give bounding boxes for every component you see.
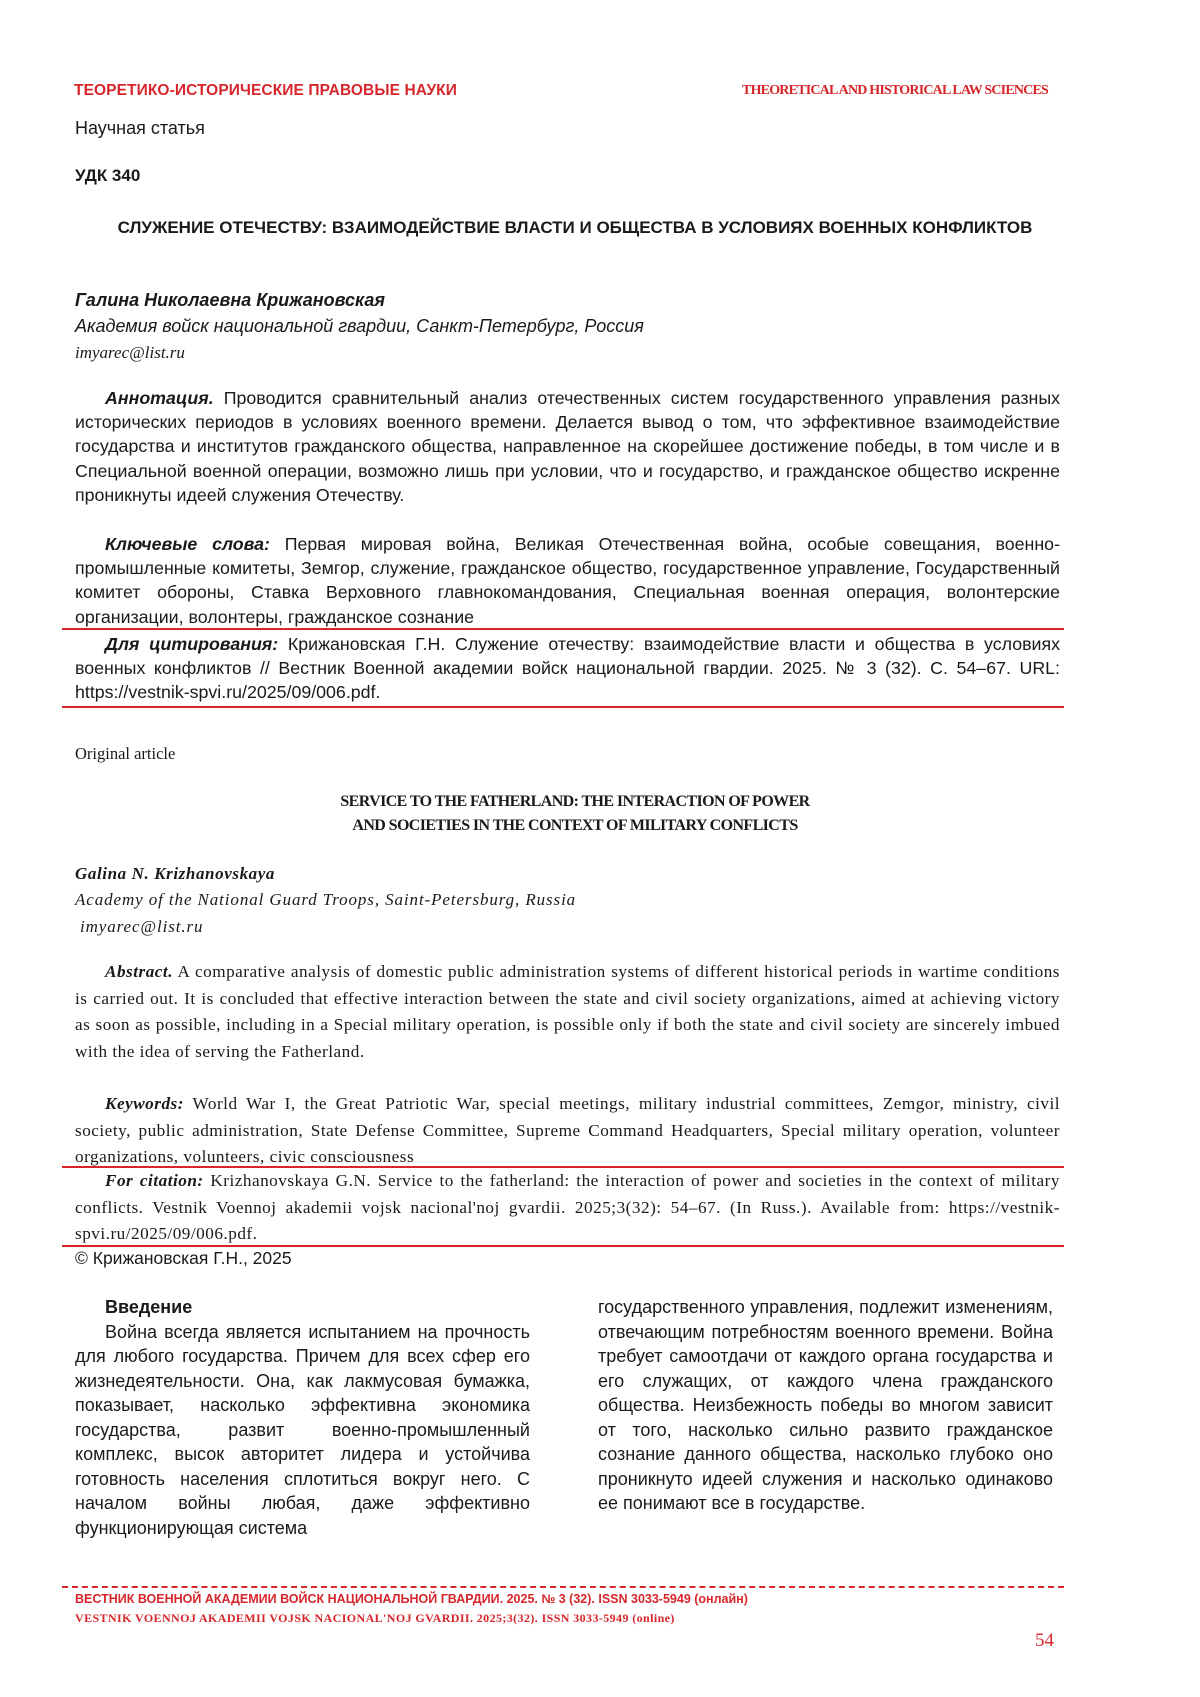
abstract-ru [75,386,1060,507]
keywords-ru [75,532,1060,629]
abstract-label-ru: Аннотация. [105,388,214,408]
author-email-ru[interactable]: imyarec@list.ru [75,343,185,362]
intro-text-right: государственного управления, подлежит изменениям, отвечающим потребностям военного времени. Война требует самоотдачи от каждого органа государства и его служащих, от каждого члена гражданского общества. Неизбежность победы во многом зависит от того, насколько сильно развито гражданское сознание данного общества, насколько глубоко оно проникнуто идеей служения и насколько одинаково ее понимают все в государстве. [598,1297,1053,1513]
author-email-en[interactable]: imyarec@list.ru [80,917,204,936]
article-title-en-line2: AND SOCIETIES IN THE CONTEXT OF MILITARY CONFLICTS [352,817,798,834]
citation-en [75,1168,1060,1248]
article-type-ru: Научная статья [75,118,205,138]
divider-rule [62,706,1064,708]
article-type-en: Original article [75,744,176,763]
citation-text-en: Krizhanovskaya G.N. Service to the fatherland: the interaction of power and societies in the context of military conflicts. Vestnik Voennoj akademii vojsk nacional'noj gvardii. 2025;3(32): 54–67. (In Russ.). Available from: https://vestnik-spvi.ru/2025/09/006.pdf. [75,1171,1061,1243]
section-header-ru: ТЕОРЕТИКО-ИСТОРИЧЕСКИЕ ПРАВОВЫЕ НАУКИ [74,82,457,99]
citation-ru [75,632,1060,705]
affiliation-en: Academy of the National Guard Troops, Saint-Petersburg, Russia [75,890,577,909]
intro-column-left [75,1295,530,1540]
copyright-notice: © Крижановская Г.Н., 2025 [75,1248,292,1268]
abstract-text-en: A comparative analysis of domestic public administration systems of different historical periods in wartime conditions is carried out. It is concluded that effective interaction between the state and civil society organizations, aimed at achieving victory as soon as possible, including in a Special military operation, is possible only if both the state and civil society are sincerely imbued with the idea of serving the Fatherland. [75,962,1060,1061]
footer-dashed-rule [62,1586,1064,1588]
keywords-text-en: World War I, the Great Patriotic War, special meetings, military industrial committees, Zemgor, ministry, civil society, public administration, State Defense Committee, Supreme Command Headquarters, Special military operation, volunteer organizations, volunteers, civic consciousness [75,1094,1060,1166]
intro-column-right [598,1295,1053,1516]
citation-text-ru: Крижановская Г.Н. Служение отечеству: взаимодействие власти и общества в условиях военных конфликтов // Вестник Военной академии войск национальной гвардии. 2025. № 3 (32). С. 54–67. URL: https://vestnik-spvi.ru/2025/09/006.pdf. [75,634,1060,703]
journal-footer-ru: ВЕСТНИК ВОЕННОЙ АКАДЕМИИ ВОЙСК НАЦИОНАЛЬНОЙ ГВАРДИИ. 2025. № 3 (32). ISSN 3033-5949 (онлайн) [75,1592,748,1606]
udk-code: УДК 340 [75,166,141,185]
divider-rule [62,1245,1064,1247]
author-name-en: Galina N. Krizhanovskaya [75,864,276,883]
journal-footer-en: VESTNIK VOENNOJ AKADEMII VOJSK NACIONAL'NOJ GVARDII. 2025;3(32). ISSN 3033-5949 (online) [75,1611,675,1625]
citation-label-en: For citation: [105,1171,204,1190]
keywords-text-ru: Первая мировая война, Великая Отечественная война, особые совещания, военно-промышленные комитеты, Земгор, служение, гражданское общество, государственное управление, Государственный комитет обороны, Ставка Верховного главнокомандования, Специальная военная операция, волонтерские организации, волонтеры, гражданское сознание [75,534,1060,627]
page-number: 54 [1035,1630,1054,1651]
article-title-en [150,790,1000,838]
intro-text-left: Война всегда является испытанием на прочность для любого государства. Причем для всех сфер его жизнедеятельности. Она, как лакмусовая бумажка, показывает, насколько эффективна экономика государства, развит военно-промышленный комплекс, высок авторитет лидера и устойчива готовность населения сплотиться вокруг него. С началом войны любая, даже эффективно функционирующая система [75,1321,530,1538]
divider-rule [62,628,1064,630]
intro-heading: Введение [105,1297,193,1317]
keywords-label-en: Keywords: [105,1094,184,1113]
abstract-text-ru: Проводится сравнительный анализ отечественных систем государственного управления разных исторических периодов в условиях военного времени. Делается вывод о том, что эффективное взаимодействие государства и институтов гражданского общества, направленное на скорейшее достижение победы, в том числе и в Специальной военной операции, возможно лишь при условии, что и государство, и гражданское общество искренне проникнуты идеей служения Отечеству. [75,388,1060,505]
keywords-label-ru: Ключевые слова: [105,534,270,554]
abstract-en [75,959,1060,1065]
article-title-en-line1: SERVICE TO THE FATHERLAND: THE INTERACTION OF POWER [340,793,810,810]
keywords-en [75,1091,1060,1171]
abstract-label-en: Abstract. [105,962,174,981]
section-header-en: THEORETICAL AND HISTORICAL LAW SCIENCES [742,83,1048,98]
affiliation-ru: Академия войск национальной гвардии, Санкт-Петербург, Россия [75,316,644,336]
citation-label-ru: Для цитирования: [105,634,279,654]
article-title-ru: СЛУЖЕНИЕ ОТЕЧЕСТВУ: ВЗАИМОДЕЙСТВИЕ ВЛАСТИ И ОБЩЕСТВА В УСЛОВИЯХ ВОЕННЫХ КОНФЛИКТОВ [117,218,1033,237]
author-name-ru: Галина Николаевна Крижановская [75,290,385,310]
